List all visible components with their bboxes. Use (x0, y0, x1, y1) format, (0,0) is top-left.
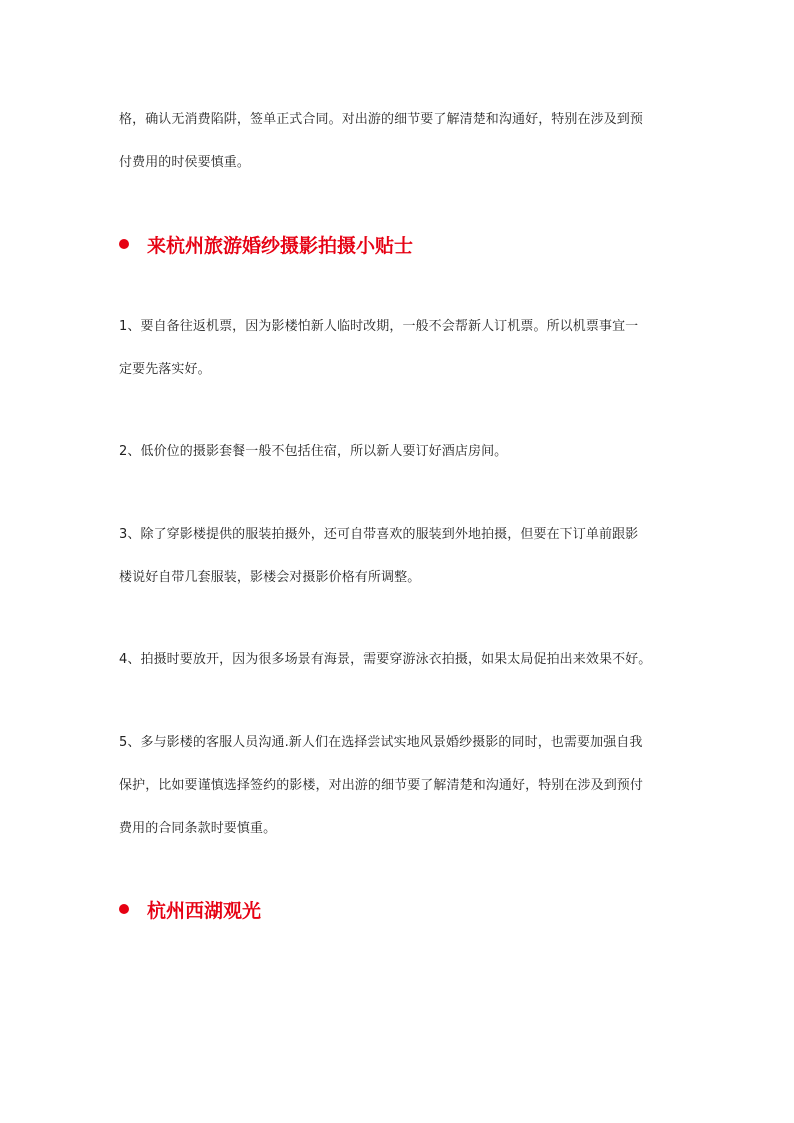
tip-line: 3、除了穿影楼提供的服装拍摄外，还可自带喜欢的服装到外地拍摄，但要在下订单前跟影 (119, 527, 639, 542)
intro-paragraph (119, 98, 679, 184)
red-bullet-icon (119, 904, 129, 914)
section-heading-text: 来杭州旅游婚纱摄影拍摄小贴士 (147, 234, 414, 257)
tip-paragraph-5 (119, 721, 679, 850)
section-heading-text: 杭州西湖观光 (147, 899, 262, 922)
tip-paragraph-3 (119, 513, 679, 599)
tip-paragraph-2 (119, 430, 679, 473)
tip-line: 1、要自备往返机票，因为影楼怕新人临时改期，一般不会帮新人订机票。所以机票事宜一 (119, 319, 639, 334)
tip-paragraph-1 (119, 305, 679, 391)
tip-paragraph-4 (119, 638, 679, 681)
tip-line: 楼说好自带几套服装，影楼会对摄影价格有所调整。 (119, 570, 421, 585)
red-bullet-icon (119, 239, 129, 249)
section-heading-tips (119, 229, 413, 259)
tip-line: 2、低价位的摄影套餐一般不包括住宿，所以新人要订好酒店房间。 (119, 444, 508, 459)
tip-line: 5、多与影楼的客服人员沟通.新人们在选择尝试实地风景婚纱摄影的同时，也需要加强自我 (119, 735, 643, 750)
intro-line: 付费用的时侯要慎重。 (119, 155, 251, 170)
tip-line: 定要先落实好。 (119, 362, 211, 377)
intro-line: 格，确认无消费陷阱，签单正式合同。对出游的细节要了解清楚和沟通好，特别在涉及到预 (119, 112, 644, 127)
section-heading-westlake (119, 894, 261, 924)
tip-line: 费用的合同条款时要慎重。 (119, 821, 277, 836)
tip-line: 保护，比如要谨慎选择签约的影楼，对出游的细节要了解清楚和沟通好，特别在涉及到预付 (119, 778, 644, 793)
tip-line: 4、拍摄时要放开，因为很多场景有海景，需要穿游泳衣拍摄，如果太局促拍出来效果不好。 (119, 652, 652, 667)
